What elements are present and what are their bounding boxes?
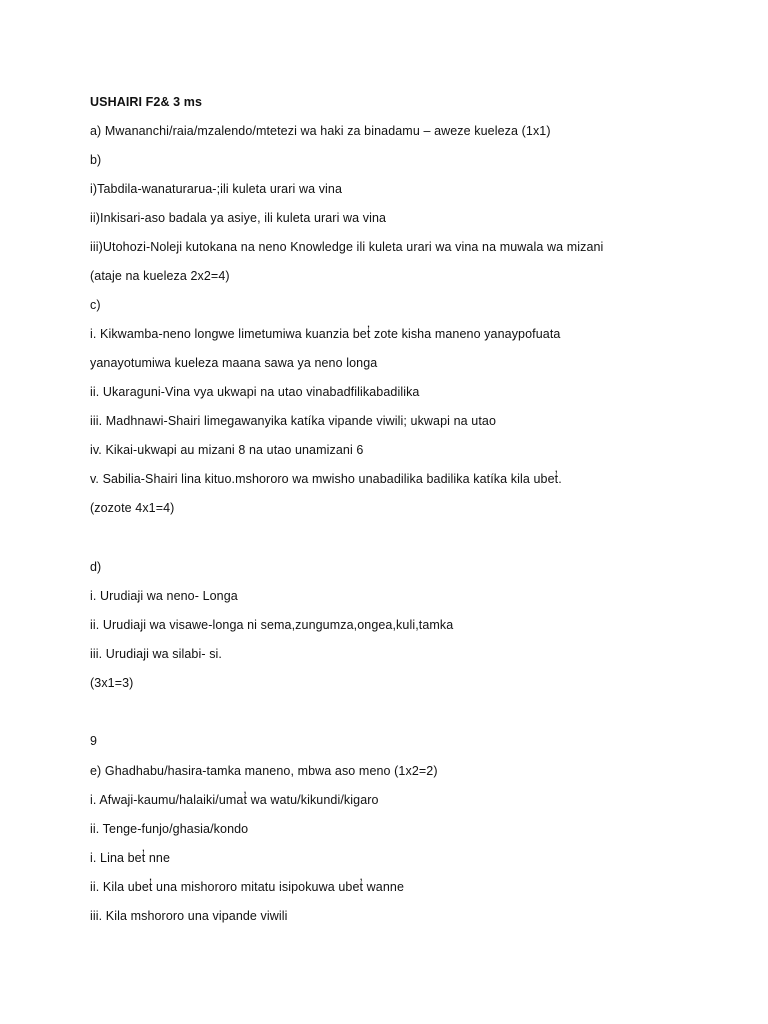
text-line: ii. Tenge-funjo/ghasia/kondo — [90, 822, 249, 836]
text-line: iii. Kila mshororo una vipande viwili — [90, 909, 288, 923]
text-line: (ataje na kueleza 2x2=4) — [90, 269, 230, 283]
text-line: i. Urudiaji wa neno- Longa — [90, 589, 238, 603]
text-line: b) — [90, 153, 102, 167]
text-line: i. Lina bet̓ nne — [90, 851, 171, 865]
text-line: yanayotumiwa kueleza maana sawa ya neno longa — [90, 356, 378, 370]
text-line: v. Sabilia-Shairi lina kituo.mshororo wa mwisho unabadilika badilika katíka kila ubet̓. — [90, 472, 562, 486]
text-line: (3x1=3) — [90, 676, 134, 690]
text-line: ii. Urudiaji wa visawe-longa ni sema,zungumza,ongea,kuli,tamka — [90, 618, 454, 632]
text-line: i. Kikwamba-neno longwe limetumiwa kuanzia bet̓ zote kisha maneno yanaypofuata — [90, 327, 561, 341]
text-line: i)Tabdila-wanaturarua-;ili kuleta urari wa vina — [90, 182, 343, 196]
text-line: c) — [90, 298, 101, 312]
text-line: (zozote 4x1=4) — [90, 501, 175, 515]
text-line: iii)Utohozi-Noleji kutokana na neno Knowledge ili kuleta urari wa vina na muwala wa mizani — [90, 240, 604, 254]
text-line: ii)Inkisari-aso badala ya asiye, ili kuleta urari wa vina — [90, 211, 387, 225]
text-line: d) — [90, 560, 102, 574]
text-line: i. Afwaji-kaumu/halaiki/umat̓ wa watu/kikundi/kigaro — [90, 793, 379, 807]
text-line: ii. Ukaraguni-Vina vya ukwapi na utao vinabadfilikabadilika — [90, 385, 420, 399]
text-line: 9 — [90, 734, 98, 748]
text-line: ii. Kila ubet̓ una mishororo mitatu isipokuwa ubet̓ wanne — [90, 880, 405, 894]
text-line: iii. Urudiaji wa silabi- si. — [90, 647, 222, 661]
text-line: e) Ghadhabu/hasira-tamka maneno, mbwa aso meno (1x2=2) — [90, 764, 438, 778]
text-line: iii. Madhnawi-Shairi limegawanyika katíka vipande viwili; ukwapi na utao — [90, 414, 497, 428]
text-line: iv. Kikai-ukwapi au mizani 8 na utao unamizani 6 — [90, 443, 364, 457]
document-title: USHAIRI F2& 3 ms — [90, 95, 203, 109]
text-line: a) Mwananchi/raia/mzalendo/mtetezi wa haki za binadamu – aweze kueleza (1x1) — [90, 124, 551, 138]
